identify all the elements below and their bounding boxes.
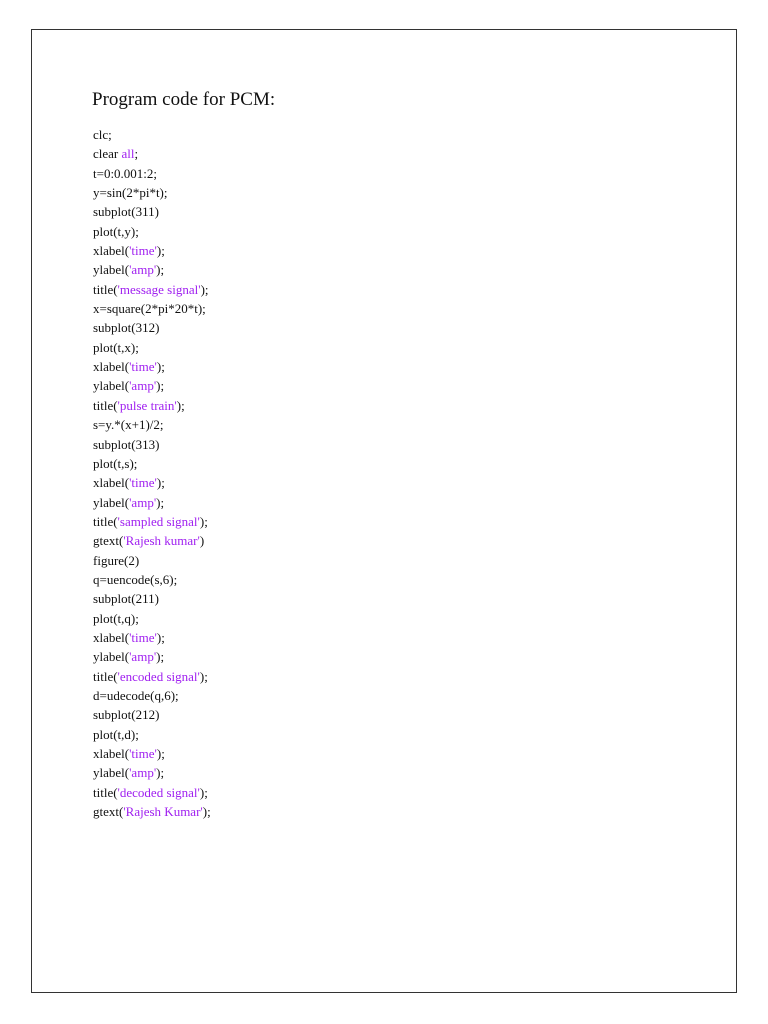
code-line [93, 299, 211, 318]
code-line [93, 744, 211, 763]
code-line [93, 473, 211, 492]
code-string: 'time' [129, 359, 157, 375]
code-line [93, 589, 211, 608]
code-token: t=0:0.001:2; [93, 165, 158, 181]
code-token: x=square(2*pi*20*t); [93, 301, 206, 317]
code-string: 'amp' [129, 262, 157, 278]
code-token: ); [156, 629, 165, 645]
page-title: Program code for PCM: [92, 89, 276, 110]
code-token: ylabel( [93, 378, 130, 394]
code-line [93, 531, 211, 550]
code-token: title( [93, 668, 118, 684]
code-token: plot(t,q); [93, 610, 139, 626]
code-line [93, 802, 211, 821]
code-token: xlabel( [93, 243, 130, 259]
code-line [93, 454, 211, 473]
code-token: ); [199, 784, 208, 800]
code-line [93, 609, 211, 628]
code-line [93, 705, 211, 724]
code-token: ); [156, 649, 165, 665]
code-string: 'amp' [129, 765, 157, 781]
code-token: ylabel( [93, 765, 130, 781]
code-token: clear [93, 146, 122, 162]
code-line [93, 125, 211, 144]
code-line [93, 376, 211, 395]
code-line [93, 183, 211, 202]
code-token: subplot(312) [93, 320, 160, 336]
code-token: subplot(313) [93, 436, 160, 452]
code-line [93, 144, 211, 163]
code-string: 'encoded signal' [117, 668, 200, 684]
code-token: ) [199, 533, 205, 549]
code-token: xlabel( [93, 629, 130, 645]
code-token: ); [200, 281, 209, 297]
code-token: ); [156, 475, 165, 491]
code-line [93, 280, 211, 299]
code-token: ; [134, 146, 139, 162]
code-token: subplot(212) [93, 707, 160, 723]
code-line [93, 686, 211, 705]
code-token: plot(t,s); [93, 455, 138, 471]
code-token: ); [156, 243, 165, 259]
code-line [93, 493, 211, 512]
code-string: all [121, 146, 135, 162]
code-line [93, 415, 211, 434]
code-token: figure(2) [93, 552, 140, 568]
code-line [93, 647, 211, 666]
code-line [93, 783, 211, 802]
code-token: clc; [93, 127, 112, 142]
code-line [93, 241, 211, 260]
code-token: s=y.*(x+1)/2; [93, 417, 164, 433]
code-string: 'pulse train' [117, 397, 177, 413]
code-token: xlabel( [93, 475, 130, 491]
code-line [93, 763, 211, 782]
code-token: y=sin(2*pi*t); [93, 185, 168, 201]
code-token: subplot(311) [93, 204, 159, 220]
code-line [93, 357, 211, 376]
code-block [93, 125, 211, 821]
code-line [93, 338, 211, 357]
code-token: ); [156, 378, 165, 394]
code-string: 'time' [129, 243, 157, 259]
code-token: ); [202, 804, 211, 820]
code-token: d=udecode(q,6); [93, 687, 179, 703]
code-token: plot(t,d); [93, 726, 139, 742]
code-string: 'Rajesh Kumar' [123, 804, 203, 820]
code-line [93, 260, 211, 279]
code-token: ); [156, 765, 165, 781]
code-token: title( [93, 784, 118, 800]
code-token: title( [93, 281, 118, 297]
code-token: gtext( [93, 804, 124, 820]
code-string: 'time' [129, 746, 157, 761]
code-string: 'amp' [129, 378, 157, 394]
code-token: ); [199, 668, 208, 684]
code-string: 'time' [129, 475, 157, 491]
code-line [93, 570, 211, 589]
code-token: q=uencode(s,6); [93, 571, 178, 587]
code-string: 'sampled signal' [117, 513, 200, 529]
code-string: 'time' [129, 629, 157, 645]
code-token: ylabel( [93, 494, 130, 510]
code-line [93, 202, 211, 221]
code-string: 'amp' [129, 649, 157, 665]
code-line [93, 318, 211, 337]
code-token: ); [156, 359, 165, 375]
code-token: title( [93, 397, 118, 413]
code-token: gtext( [93, 533, 124, 549]
code-string: 'Rajesh kumar' [123, 533, 200, 549]
code-line [93, 667, 211, 686]
code-token: ); [156, 746, 165, 761]
code-token: plot(t,x); [93, 339, 139, 355]
code-token: title( [93, 513, 118, 529]
code-token: ); [156, 494, 165, 510]
code-token: ylabel( [93, 262, 130, 278]
code-token: ylabel( [93, 649, 130, 665]
code-line [93, 164, 211, 183]
code-string: 'decoded signal' [117, 784, 200, 800]
code-token: xlabel( [93, 359, 130, 375]
code-line [93, 628, 211, 647]
code-line [93, 435, 211, 454]
code-line [93, 222, 211, 241]
code-line [93, 725, 211, 744]
code-line [93, 551, 211, 570]
code-line [93, 512, 211, 531]
code-token: xlabel( [93, 746, 130, 761]
code-line [93, 396, 211, 415]
code-string: 'amp' [129, 494, 157, 510]
code-token: ); [199, 513, 208, 529]
code-string: 'message signal' [117, 281, 201, 297]
code-token: ); [176, 397, 185, 413]
code-token: plot(t,y); [93, 223, 139, 239]
code-token: subplot(211) [93, 591, 159, 607]
code-token: ); [156, 262, 165, 278]
